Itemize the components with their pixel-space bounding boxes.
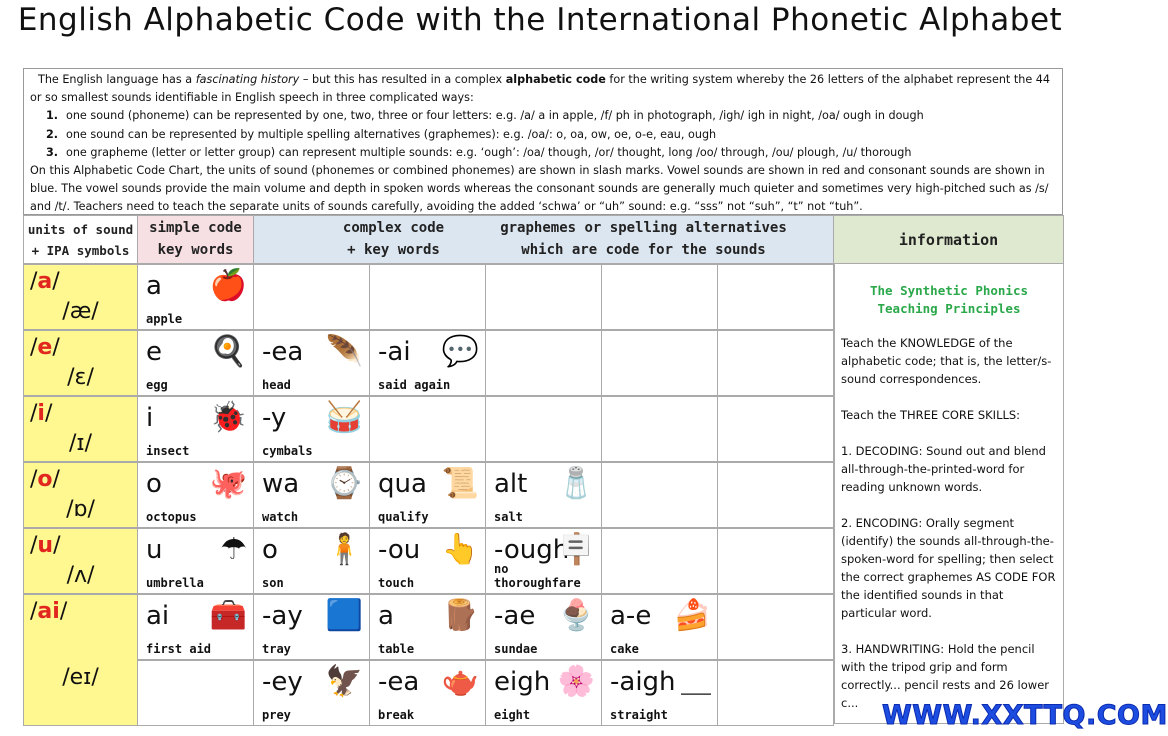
apple-icon: 🍎 <box>209 268 247 303</box>
grapheme-text: u <box>146 535 163 565</box>
grapheme-text: qua <box>378 469 427 499</box>
key-word: no thoroughfare <box>494 562 581 590</box>
grapheme-cell <box>717 396 834 462</box>
key-word: first aid <box>146 642 212 656</box>
bug-icon: 🐞 <box>209 400 247 435</box>
grapheme-text: o <box>262 535 278 565</box>
grapheme-cell <box>137 660 254 726</box>
grapheme-cell <box>369 330 486 396</box>
grapheme-text: -ay <box>262 601 303 631</box>
ipa-symbol: /eɪ/ <box>62 665 99 690</box>
grapheme-cell <box>253 264 370 330</box>
grapheme-cell <box>717 660 834 726</box>
salt-icon: 🧂 <box>557 466 595 501</box>
page-title: English Alphabetic Code with the International Phonetic Alphabet <box>17 2 1063 38</box>
grapheme-text: wa <box>262 469 300 499</box>
key-word: eight <box>494 708 531 722</box>
phoneme-label: /e/ <box>30 335 60 360</box>
key-word: head <box>262 378 291 392</box>
table-icon: 🪵 <box>441 598 479 633</box>
intro-paragraph-1: The English language has a fascinating history – but this has resulted in a complex alphabetic code for the writing system whereby the 26 letters of the alphabet represent the 44 or so smallest sounds identifiable in English speech in three complicated ways: <box>30 73 1051 105</box>
key-word: octopus <box>146 510 197 524</box>
grapheme-text: ai <box>146 601 170 631</box>
header-units: units of sound + IPA symbols <box>23 215 138 264</box>
break-icon: 🫖 <box>441 664 479 699</box>
unit-of-sound-cell <box>23 396 138 462</box>
grapheme-cell <box>717 264 834 330</box>
grapheme-cell <box>485 660 602 726</box>
grapheme-text: -ae <box>494 601 536 631</box>
grapheme-cell <box>369 462 486 528</box>
information-panel <box>834 263 1064 724</box>
grapheme-text: a <box>378 601 394 631</box>
phoneme-label: /o/ <box>30 467 60 492</box>
scroll-icon: 📜 <box>441 466 479 501</box>
grapheme-text: alt <box>494 469 528 499</box>
intro-item-2: 2. one sound can be represented by multiple spelling alternatives (graphemes): e.g. /oa/: o, oa, ow, oe, o-e, eau, ough <box>45 127 717 141</box>
grapheme-text: -ou <box>378 535 421 565</box>
phoneme-letters: a <box>37 269 53 294</box>
head-icon: 🪶 <box>325 334 363 369</box>
grapheme-cell <box>485 594 602 660</box>
header-simple-code: simple code key words <box>137 215 254 264</box>
ipa-symbol: /æ/ <box>62 299 99 324</box>
ipa-symbol: /ɒ/ <box>66 497 95 522</box>
egg-icon: 🍳 <box>209 334 247 369</box>
grapheme-cell <box>717 462 834 528</box>
key-word: table <box>378 642 415 656</box>
grapheme-cell <box>485 462 602 528</box>
header-information: information <box>833 215 1064 264</box>
grapheme-cell <box>369 264 486 330</box>
info-handwriting: 3. HANDWRITING: Hold the pencil with the tripod grip and form correctly... pencil rests and 26 lower c... <box>841 642 1049 710</box>
key-word: apple <box>146 312 183 326</box>
phoneme-label: /i/ <box>30 401 53 426</box>
grapheme-text: i <box>146 403 154 433</box>
ipa-symbol: /ʌ/ <box>66 563 95 588</box>
key-word: sundae <box>494 642 538 656</box>
key-word: egg <box>146 378 168 392</box>
unit-of-sound-cell <box>23 594 138 726</box>
key-word: said again <box>378 378 451 392</box>
ipa-symbol: /ɪ/ <box>69 431 92 456</box>
grapheme-text: -y <box>262 403 287 433</box>
intro-item-1: 1. one sound (phoneme) can be represented by one, two, three or four letters: e.g. /a/ a in apple, /f/ ph in photograph, /igh/ igh in night, /oa/ ough in dough <box>45 109 924 123</box>
grapheme-cell <box>369 528 486 594</box>
info-encoding: 2. ENCODING: Orally segment (identify) the sounds all-through-the-spoken-word for spelling; then select the correct graphemes AS CODE FOR the identified sounds in that particular word. <box>841 516 1056 620</box>
grapheme-cell <box>717 528 834 594</box>
grapheme-cell <box>253 330 370 396</box>
grapheme-text: -ea <box>262 337 304 367</box>
grapheme-cell <box>369 396 486 462</box>
phoneme-label: /a/ <box>30 269 60 294</box>
firstaid-icon: 🧰 <box>209 598 247 633</box>
phoneme-letters: u <box>37 533 54 558</box>
watermark-text: WWW.XXTTQ.COM <box>882 700 1168 731</box>
key-word: cymbals <box>262 444 313 458</box>
grapheme-cell <box>717 330 834 396</box>
grapheme-cell <box>485 330 602 396</box>
grapheme-cell <box>601 594 718 660</box>
umbrella-icon: ☂ <box>220 532 247 567</box>
grapheme-cell <box>137 396 254 462</box>
phoneme-label: /u/ <box>30 533 61 558</box>
grapheme-cell <box>137 462 254 528</box>
grapheme-cell <box>485 528 602 594</box>
phoneme-letters: o <box>37 467 53 492</box>
grapheme-text: e <box>146 337 162 367</box>
intro-paragraph-2: On this Alphabetic Code Chart, the units of sound (phonemes or combined phonemes) are shown in slash marks. Vowel sounds are shown in red and consonant sounds are shown in blue. The vowel sounds provide the main volume and depth in spoken words whereas the consonant sounds are generally much quieter and sometimes very high-pitched such as /s/ and /t/. Teachers need to teach the separate units of sounds carefully, avoiding the added ‘schwa’ or “uh” sound: e.g. “sss” not “suh”, “t” not “tuh”. <box>30 164 1049 214</box>
grapheme-cell <box>485 264 602 330</box>
ipa-symbol: /ɛ/ <box>67 365 94 390</box>
grapheme-text: -aigh <box>610 667 676 697</box>
key-word: prey <box>262 708 291 722</box>
grapheme-text: a-e <box>610 601 652 631</box>
tray-icon: 🟦 <box>325 598 363 633</box>
grapheme-text: -ough <box>494 535 570 565</box>
key-word: salt <box>494 510 523 524</box>
intro-panel <box>23 68 1063 215</box>
info-knowledge: Teach the KNOWLEDGE of the alphabetic code; that is, the letter/s-sound correspondences. <box>841 336 1052 386</box>
key-word: break <box>378 708 415 722</box>
grapheme-cell <box>601 462 718 528</box>
key-word: touch <box>378 576 415 590</box>
info-decoding: 1. DECODING: Sound out and blend all-through-the-printed-word for reading unknown words. <box>841 444 1046 494</box>
sundae-icon: 🍨 <box>557 598 595 633</box>
octopus-icon: 🐙 <box>209 466 247 501</box>
key-word: qualify <box>378 510 429 524</box>
grapheme-cell <box>601 330 718 396</box>
grapheme-cell <box>137 330 254 396</box>
header-complex-code: complex code + key words graphemes or spelling alternatives which are code for the sounds <box>253 215 834 264</box>
grapheme-cell <box>253 528 370 594</box>
grapheme-cell <box>137 528 254 594</box>
grapheme-cell <box>485 396 602 462</box>
unit-of-sound-cell <box>23 528 138 594</box>
touch-icon: 👆 <box>441 532 479 567</box>
key-word: tray <box>262 642 291 656</box>
grapheme-cell <box>601 660 718 726</box>
info-title: The Synthetic Phonics Teaching Principles <box>869 283 1029 316</box>
key-word: son <box>262 576 284 590</box>
grapheme-cell <box>601 528 718 594</box>
unit-of-sound-cell <box>23 462 138 528</box>
grapheme-cell <box>601 396 718 462</box>
phoneme-letters: e <box>37 335 53 360</box>
unit-of-sound-cell <box>23 264 138 330</box>
grapheme-cell <box>717 594 834 660</box>
unit-of-sound-cell <box>23 330 138 396</box>
eight-icon: 🌸 <box>557 664 595 699</box>
grapheme-cell <box>253 594 370 660</box>
grapheme-cell <box>601 264 718 330</box>
grapheme-cell <box>369 660 486 726</box>
phoneme-letters: i <box>37 401 45 426</box>
talk-icon: 💬 <box>441 334 479 369</box>
grapheme-cell <box>137 594 254 660</box>
grapheme-text: o <box>146 469 162 499</box>
grapheme-cell <box>369 594 486 660</box>
eagle-icon: 🦅 <box>325 664 363 699</box>
grapheme-text: a <box>146 271 162 301</box>
grapheme-cell <box>137 264 254 330</box>
key-word: umbrella <box>146 576 204 590</box>
grapheme-cell <box>253 462 370 528</box>
grapheme-text: -ey <box>262 667 303 697</box>
cake-icon: 🍰 <box>673 598 711 633</box>
grapheme-text: eigh <box>494 667 551 697</box>
grapheme-text: -ea <box>378 667 420 697</box>
watch-icon: ⌚ <box>325 466 363 501</box>
intro-item-3: 3. one grapheme (letter or letter group) can represent multiple sounds: e.g. ‘ough’: /oa/ though, /or/ thought, long /oo/ through, /ou/ plough, /u/ thorough <box>45 145 912 159</box>
phoneme-letters: ai <box>37 599 60 624</box>
key-word: cake <box>610 642 639 656</box>
key-word: straight <box>610 708 668 722</box>
key-word: insect <box>146 444 190 458</box>
line-icon: ＿ <box>681 664 711 699</box>
info-core-skills: Teach the THREE CORE SKILLS: <box>841 408 1021 422</box>
grapheme-cell <box>253 396 370 462</box>
grapheme-text: -ai <box>378 337 411 367</box>
son-icon: 🧍 <box>325 532 363 567</box>
grapheme-cell <box>253 660 370 726</box>
cymbals-icon: 🥁 <box>325 400 363 435</box>
phoneme-label: /ai/ <box>30 599 68 624</box>
sign-icon: 🪧 <box>557 532 595 567</box>
key-word: watch <box>262 510 299 524</box>
